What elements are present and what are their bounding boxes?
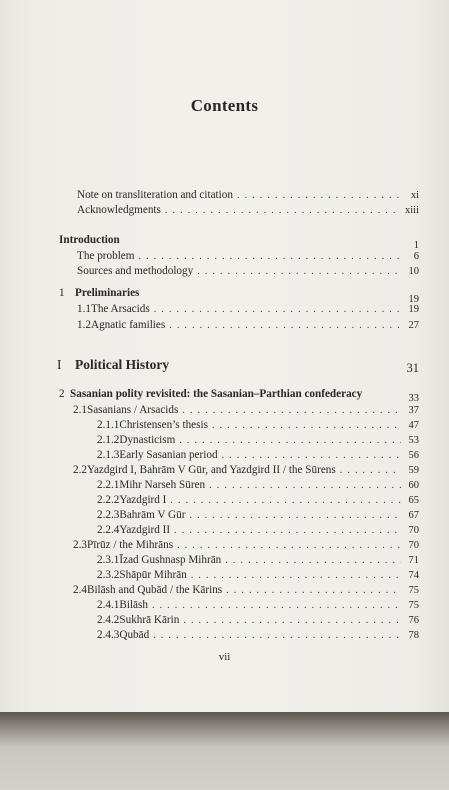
toc-entry-label: Sukhrā Kārin xyxy=(119,614,180,626)
toc-entry[interactable] xyxy=(73,464,419,480)
toc-entry[interactable] xyxy=(77,189,419,205)
leader-dots xyxy=(154,304,401,315)
leader-dots xyxy=(174,525,401,536)
toc-entry[interactable] xyxy=(97,449,419,465)
toc-entry-label: Sasanians / Arsacids xyxy=(86,404,179,416)
toc-entry-label: Shāpūr Mihrān xyxy=(119,569,187,581)
toc-entry-label: Īzad Gushnasp Mihrān xyxy=(119,554,222,566)
toc-entry-number: 2.3.2 xyxy=(97,569,120,581)
toc-entry-page: 67 xyxy=(408,510,419,521)
toc-entry-label: Christensen’s thesis xyxy=(119,419,208,431)
leader-dots xyxy=(191,570,401,581)
toc-entry-page: 76 xyxy=(408,615,419,626)
toc-entry-label: Agnatic families xyxy=(90,319,166,331)
leader-dots xyxy=(165,205,401,216)
toc-entry-page: 37 xyxy=(408,405,419,416)
toc-entry-label: Introduction xyxy=(59,234,120,246)
toc-entry-label: Early Sasanian period xyxy=(119,449,218,461)
toc-entry-label: Acknowledgments xyxy=(77,204,161,216)
toc-entry-page: 53 xyxy=(408,435,419,446)
toc-entry-number: 2.1.2 xyxy=(97,434,120,446)
toc-entry-page: 33 xyxy=(408,393,419,404)
toc-entry-page: 6 xyxy=(413,251,419,262)
toc-entry-label: Note on transliteration and citation xyxy=(77,189,233,201)
leader-dots xyxy=(152,600,401,611)
toc-entry-page: 47 xyxy=(408,420,419,431)
leader-dots xyxy=(189,510,401,521)
leader-dots xyxy=(237,190,401,201)
leader-dots xyxy=(177,540,401,551)
toc-entry-page: xiii xyxy=(404,205,419,216)
toc-entry-number: 2.2.1 xyxy=(97,479,120,491)
toc-entry-number: 2.3 xyxy=(73,539,87,551)
toc-entry-number: 2.4.3 xyxy=(97,629,120,641)
toc-entry[interactable] xyxy=(73,539,419,555)
toc-entry[interactable] xyxy=(77,204,419,220)
toc-entry-page: 74 xyxy=(408,570,419,581)
toc-chapter-number: 1 xyxy=(59,287,65,299)
toc-heading-chapter-1[interactable] xyxy=(59,287,419,303)
toc-entry[interactable] xyxy=(73,584,419,600)
toc-entry-page: 75 xyxy=(408,585,419,596)
toc-entry-number: 2.4 xyxy=(73,584,87,596)
toc-part-heading[interactable] xyxy=(57,357,419,373)
toc-entry-label: Bilāsh and Qubād / the Kārins xyxy=(86,584,223,596)
toc-entry-number: 2.2.3 xyxy=(97,509,120,521)
toc-entry-label: Bahrām V Gūr xyxy=(119,509,186,521)
leader-dots xyxy=(222,450,401,461)
leader-dots xyxy=(170,495,401,506)
toc-entry[interactable] xyxy=(97,509,419,525)
toc-entry-number: 2.1.1 xyxy=(97,419,120,431)
toc-entry-page: 10 xyxy=(408,266,419,277)
toc-entry[interactable] xyxy=(97,569,419,585)
toc-chapter-number: 2 xyxy=(59,388,65,400)
leader-dots xyxy=(169,320,401,331)
toc-entry[interactable] xyxy=(97,524,419,540)
page-title: Contents xyxy=(190,96,259,115)
toc-entry-label: Yazdgird II xyxy=(119,524,171,536)
toc-entry-page: 60 xyxy=(408,480,419,491)
toc-entry-page: 59 xyxy=(408,465,419,476)
toc-entry-label: Preliminaries xyxy=(75,287,140,299)
toc-entry-page: 31 xyxy=(406,361,419,375)
toc-entry-label: The Arsacids xyxy=(90,303,150,315)
leader-dots xyxy=(153,630,401,641)
toc-entry[interactable] xyxy=(77,265,419,281)
leader-dots xyxy=(225,555,401,566)
leader-dots xyxy=(212,420,401,431)
page-number: vii xyxy=(218,651,231,663)
toc-entry[interactable] xyxy=(97,434,419,450)
toc-entry[interactable] xyxy=(77,303,419,319)
toc-entry[interactable] xyxy=(77,319,419,335)
toc-entry-label: Pīrūz / the Mihrāns xyxy=(86,539,174,551)
toc-entry-page: 56 xyxy=(408,450,419,461)
leader-dots xyxy=(226,585,401,596)
toc-entry-page: 65 xyxy=(408,495,419,506)
leader-dots xyxy=(183,615,401,626)
toc-entry-label: Yazdgird I xyxy=(119,494,167,506)
leader-dots xyxy=(182,405,401,416)
toc-entry[interactable] xyxy=(97,554,419,570)
toc-entry-label: Mihr Narseh Sūren xyxy=(119,479,206,491)
toc-entry-label: Sasanian polity revisited: the Sasanian–Parthian confederacy xyxy=(70,388,363,400)
leader-dots xyxy=(197,266,401,277)
toc-entry-label: Yazdgird I, Bahrām V Gūr, and Yazdgird II / the Sūrens xyxy=(86,464,336,476)
toc-entry-label: The problem xyxy=(77,250,135,262)
toc-entry-number: 2.1 xyxy=(73,404,87,416)
toc-entry-page: 71 xyxy=(408,555,419,566)
toc-entry-page: 19 xyxy=(408,304,419,315)
toc-entry-page: 78 xyxy=(408,630,419,641)
toc-entry[interactable] xyxy=(73,404,419,420)
toc-entry-page: 70 xyxy=(408,540,419,551)
toc-entry-number: 2.4.1 xyxy=(97,599,120,611)
leader-dots xyxy=(138,251,401,262)
toc-entry-label: Dynasticism xyxy=(119,434,176,446)
toc-entry-number: 2.2.2 xyxy=(97,494,120,506)
toc-heading-introduction[interactable] xyxy=(59,234,419,250)
toc-entry-page: 75 xyxy=(408,600,419,611)
toc-entry-page: 70 xyxy=(408,525,419,536)
toc-entry-page: 1 xyxy=(413,240,419,251)
toc-entry-label: Bilāsh xyxy=(119,599,148,611)
toc-entry[interactable] xyxy=(97,494,419,510)
toc-entry-label: Political History xyxy=(75,357,170,372)
toc-entry-number: 1.1 xyxy=(77,303,91,315)
toc-entry-label: Sources and methodology xyxy=(77,265,194,277)
toc-entry[interactable] xyxy=(97,479,419,495)
toc-entry-number: 2.2 xyxy=(73,464,87,476)
toc-entry-page: xi xyxy=(410,190,419,201)
leader-dots xyxy=(340,465,401,476)
toc-entry[interactable] xyxy=(77,250,419,266)
toc-heading-chapter-2[interactable] xyxy=(59,388,419,404)
toc-entry-number: 2.3.1 xyxy=(97,554,120,566)
toc-entry-number: 1.2 xyxy=(77,319,91,331)
toc-entry-label: Qubād xyxy=(119,629,150,641)
toc-entry[interactable] xyxy=(97,599,419,615)
toc-part-number: I xyxy=(57,357,62,372)
toc-entry-number: 2.4.2 xyxy=(97,614,120,626)
leader-dots xyxy=(209,480,401,491)
toc-entry-number: 2.2.4 xyxy=(97,524,120,536)
toc-entry[interactable] xyxy=(97,614,419,630)
toc-entry-page: 27 xyxy=(408,320,419,331)
toc-entry-number: 2.1.3 xyxy=(97,449,120,461)
toc-entry[interactable] xyxy=(97,629,419,645)
toc-entry[interactable] xyxy=(97,419,419,435)
toc-entry-page: 19 xyxy=(408,294,419,305)
leader-dots xyxy=(179,435,401,446)
desk-surface xyxy=(0,712,449,790)
